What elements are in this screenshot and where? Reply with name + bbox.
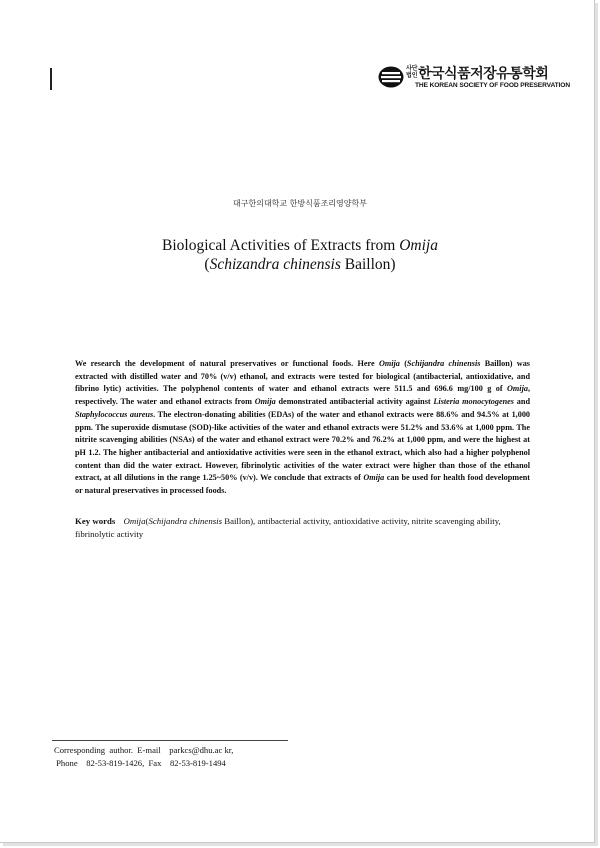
- title-line-1: [0, 236, 600, 255]
- author-affiliation: 대구한의대학교 한방식품조리영양학부: [233, 199, 367, 208]
- keywords-label: Key words: [75, 516, 116, 526]
- title-italic-name: Omija: [399, 237, 438, 254]
- footnote-divider: [52, 740, 288, 741]
- title-text: Biological Activities of Extracts from: [162, 237, 400, 254]
- title-paren: (: [204, 256, 210, 273]
- title-scientific-name: Schizandra chinensis: [209, 256, 341, 273]
- society-logo: [378, 64, 570, 92]
- footnote-email-line: Corresponding author. E-mail parkcs@dhu.ac kr,: [54, 745, 234, 755]
- keywords: Key words Omija(Schijandra chinensis Baillon), antibacterial activity, antioxidative activity, nitrite scavenging ability, fibrinolytic activity: [75, 516, 501, 539]
- society-tag: 사단 법인: [406, 65, 418, 79]
- title-line-2: [0, 255, 600, 274]
- margin-mark: [50, 68, 52, 90]
- title-author-name: Baillon): [340, 256, 396, 273]
- society-name-english: THE KOREAN SOCIETY OF FOOD PRESERVATION: [415, 82, 570, 89]
- paper-title: [0, 236, 600, 274]
- abstract: We research the development of natural preservatives or functional foods. Here Omija (Schijandra chinensis Baillon) was extracted with distilled water and 70% (v/v) ethanol, and extracts were tested for biological (antibacterial, antioxidative, and fibrino lytic) activities. The polyphenol contents of water and ethanol extracts were 511.5 and 696.6 mg/100 g of Omija, respectively. The water and ethanol extracts from Omija demonstrated antibacterial activity against Listeria monocytogenes and Staphylococcus aureus. The electron-donating abilities (EDAs) of the water and ethanol extracts were 88.6% and 94.5% at 1,000 ppm. The superoxide dismutase (SOD)-like activities of the water and ethanol extracts were 51.2% and 53.6% at 1,000 ppm. The nitrite scavenging abilities (NSAs) of the water and ethanol extract were 70.2% and 76.2% at 1,000 ppm, and were the highest at pH 1.2. The higher antibacterial and antioxidative activities were seen in the ethanol extract, which also had a higher polyphenol content than did the water extract. However, fibrinolytic activities of the water extract were higher than those of the ethanol extract, at all dilutions in the range 1.25~50% (v/v). We conclude that extracts of Omija can be used for health food development or natural preservatives in processed foods.: [75, 359, 531, 496]
- footnote-phone-line: Phone 82-53-819-1426, Fax 82-53-819-1494: [54, 757, 226, 768]
- society-name-korean: 한국식품저장유통학회: [418, 66, 549, 82]
- corresponding-author-footnote: [54, 744, 233, 769]
- society-emblem-icon: [378, 66, 404, 88]
